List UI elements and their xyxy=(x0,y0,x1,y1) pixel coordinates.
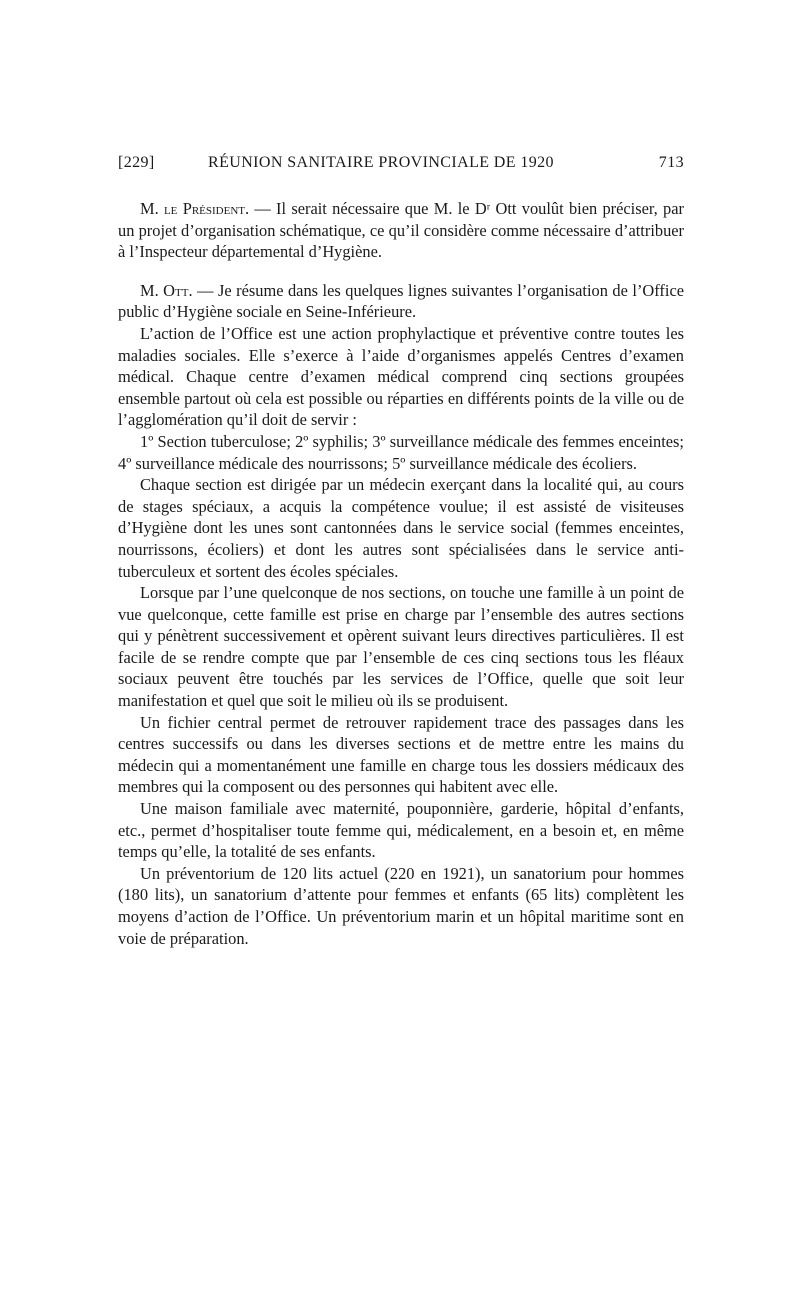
running-header xyxy=(118,154,684,178)
paragraph-sections-list: 1º Section tuberculose; 2º syphilis; 3º surveillance médicale des femmes enceintes; 4º surveillance médicale des nourrissons; 5º surveillance médicale des écoliers. xyxy=(118,431,684,473)
paragraph-text: — Il serait nécessaire que M. le Dʳ Ott voulût bien préciser, par un projet d’organisation schématique, ce qu’il considère comme nécessaire d’attribuer à l’Inspecteur départemental d’Hygiène. xyxy=(118,199,684,262)
paragraph-action: L’action de l’Office est une action prophylactique et préventive contre toutes les maladies sociales. Elle s’exerce à l’aide d’organismes appelés Centres d’examen médical. Chaque centre d’examen médical comprend cinq sections groupées ensemble partout où cela est possible ou réparties en différents points de la ville ou de l’agglomération qu’il doit de servir : xyxy=(118,323,684,430)
paragraph-preventorium: Un préventorium de 120 lits actuel (220 en 1921), un sanatorium pour hommes (180 lits), un sanatorium d’attente pour femmes et enfants (65 lits) complètent les moyens d’action de l’Office. Un préventorium marin et un hôpital maritime sont en voie de préparation. xyxy=(118,863,684,948)
paragraph-maison: Une maison familiale avec maternité, pouponnière, garderie, hôpital d’enfants, etc., permet d’hospitaliser toute femme qui, médicalement, en a besoin et, en même temps qu’elle, la totalité de ses enfants. xyxy=(118,799,684,862)
speaker-label: M. le Président. xyxy=(140,199,250,218)
paragraph-text: — Je résume dans les quelques lignes suivantes l’organisation de l’Office public d’Hygiène sociale en Seine-Inférieure. xyxy=(118,280,684,322)
body-text xyxy=(118,198,684,949)
paragraph-section-direction: Chaque section est dirigée par un médecin exerçant dans la localité qui, au cours de stages spéciaux, a acquis la compétence voulue; il est assisté de visiteuses d’Hygiène dont les unes sont cantonnées dans le service social (femmes enceintes, nourrissons, écoliers) et dont les autres sont spécialisées dans le service anti-tuberculeux et sortent des écoles spéciales. xyxy=(118,475,684,581)
paragraph-ott xyxy=(118,280,684,323)
document-page xyxy=(118,154,684,949)
header-title: RÉUNION SANITAIRE PROVINCIALE DE 1920 xyxy=(208,154,554,171)
paragraph-family: Lorsque par l’une quelconque de nos sections, on touche une famille à un point de vue quelconque, cette famille est prise en charge par l’ensemble des autres sections qui y pénètrent successivement et opèrent suivant leurs directives particulières. Il est facile de se rendre compte que par l’ensemble de ces cinq sections tous les fléaux sociaux peuvent être touchés par les services de l’Office, quelle que soit leur manifestation et quel que soit le milieu où ils se produisent. xyxy=(118,583,684,711)
paragraph-fichier: Un fichier central permet de retrouver rapidement trace des passages dans les centres successifs ou dans les diverses sections et de mettre entre les mains du médecin qui a momentanément une famille en charge tous les dossiers médicaux des membres qui la composent ou des personnes qui habitent avec elle. xyxy=(118,712,684,797)
header-reference: [229] xyxy=(118,154,155,171)
speaker-label: M. Ott. xyxy=(140,280,193,300)
paragraph-president xyxy=(118,198,684,263)
page-number: 713 xyxy=(658,154,684,171)
